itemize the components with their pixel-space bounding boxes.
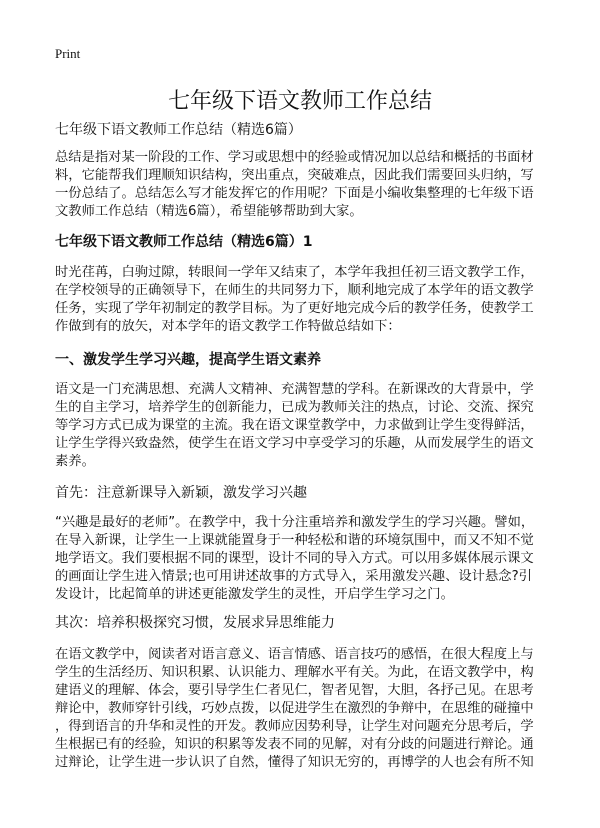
text-line: 地学语文。我们要根据不同的课型，设计不同的导入方式。可以用多媒体展示课文 <box>55 551 534 566</box>
text-line: ，得到语言的升华和灵性的开发。教师应因势利导，让学生对问题充分思考后，学 <box>55 719 534 734</box>
text-line: 过辩论，让学生进一步认识了自然，懂得了知识无穷的，再博学的人也会有所不知 <box>55 755 534 770</box>
paragraph <box>55 381 550 471</box>
text-line: 一份总结了。总结怎么写才能发挥它的作用呢？下面是小编收集整理的七年级下语 <box>55 186 534 201</box>
subheading-second: 其次：培养积极探究习惯，发展求异思维能力 <box>55 615 335 631</box>
text-line: 等学习方式已成为课堂的主流。我在语文课堂教学中，力求做到让学生变得鲜活， <box>55 418 534 433</box>
text-line: 发设计，比起简单的讲述更能激发学生的灵性，开启学生学习之门。 <box>55 587 454 602</box>
text-line: 素养。 <box>55 454 95 469</box>
text-line: 辩论中，教师穿针引线，巧妙点拨，以促进学生在激烈的争辩中，在思维的碰撞中 <box>55 701 534 716</box>
print-link[interactable]: Print <box>55 46 81 61</box>
text-line: 任务，实现了学年初制定的教学目标。为了更好地完成今后的教学任务，使教学工 <box>55 301 534 316</box>
heading-1: 一、激发学生学习兴趣，提高学生语文素养 <box>55 352 321 368</box>
text-line: 的画面让学生进入情景;也可用讲述故事的方式导入，采用激发兴趣、设计悬念?引 <box>55 569 532 584</box>
text-line: 文教师工作总结（精选6篇），希望能够帮助到大家。 <box>55 204 363 219</box>
text-line: 生根据已有的经验，知识的积累等发表不同的见解，对有分歧的问题进行辩论。通 <box>55 737 534 752</box>
text-line: 作做到有的放矢，对本学年的语文教学工作特做总结如下： <box>55 319 401 334</box>
text-line: 生的自主学习，培养学生的创新能力，已成为教师关注的热点，讨论、交流、探究 <box>55 400 534 415</box>
text-line: 学生的生活经历、知识积累、认识能力、理解水平有关。为此，在语文教学中，构 <box>55 665 534 680</box>
intro-paragraph <box>55 149 550 221</box>
subheading-first: 首先：注意新课导入新颖，激发学习兴趣 <box>55 485 307 501</box>
text-line: 时光荏苒，白驹过隙，转眼间一学年又结束了，本学年我担任初三语文教学工作， <box>55 265 534 280</box>
paragraph <box>55 264 550 336</box>
text-line: 建语义的理解、体会，要引导学生仁者见仁，智者见智，大胆，各抒己见。在思考 <box>55 683 534 698</box>
text-line: 总结是指对某一阶段的工作、学习或思想中的经验或情况加以总结和概括的书面材 <box>55 150 534 165</box>
text-line: 在导入新课，让学生一上课就能置身于一种轻松和谐的环境氛围中，而又不知不觉 <box>55 533 534 548</box>
page-title: 七年级下语文教师工作总结 <box>167 89 432 114</box>
paragraph <box>55 646 550 772</box>
text-line: 让学生学得兴致盎然，使学生在语文学习中享受学习的乐趣，从而发展学生的语文 <box>55 436 534 451</box>
text-line: “兴趣是最好的老师”。在教学中，我十分注重培养和激发学生的学习兴趣。譬如， <box>55 515 535 530</box>
text-line: 语文是一门充满思想、充满人文精神、充满智慧的学科。在新课改的大背景中，学 <box>55 382 534 397</box>
paragraph <box>55 514 550 604</box>
subtitle: 七年级下语文教师工作总结（精选6篇） <box>55 122 302 138</box>
text-line: 在语文教学中，阅读者对语言意义、语言情感、语言技巧的感悟，在很大程度上与 <box>55 647 534 662</box>
section-heading: 七年级下语文教师工作总结（精选6篇）1 <box>55 234 313 250</box>
text-line: 在学校领导的正确领导下，在师生的共同努力下，顺利地完成了本学年的语文教学 <box>55 283 534 298</box>
text-line: 料，它能帮我们理顺知识结构，突出重点，突破难点，因此我们需要回头归纳，写 <box>55 168 534 183</box>
